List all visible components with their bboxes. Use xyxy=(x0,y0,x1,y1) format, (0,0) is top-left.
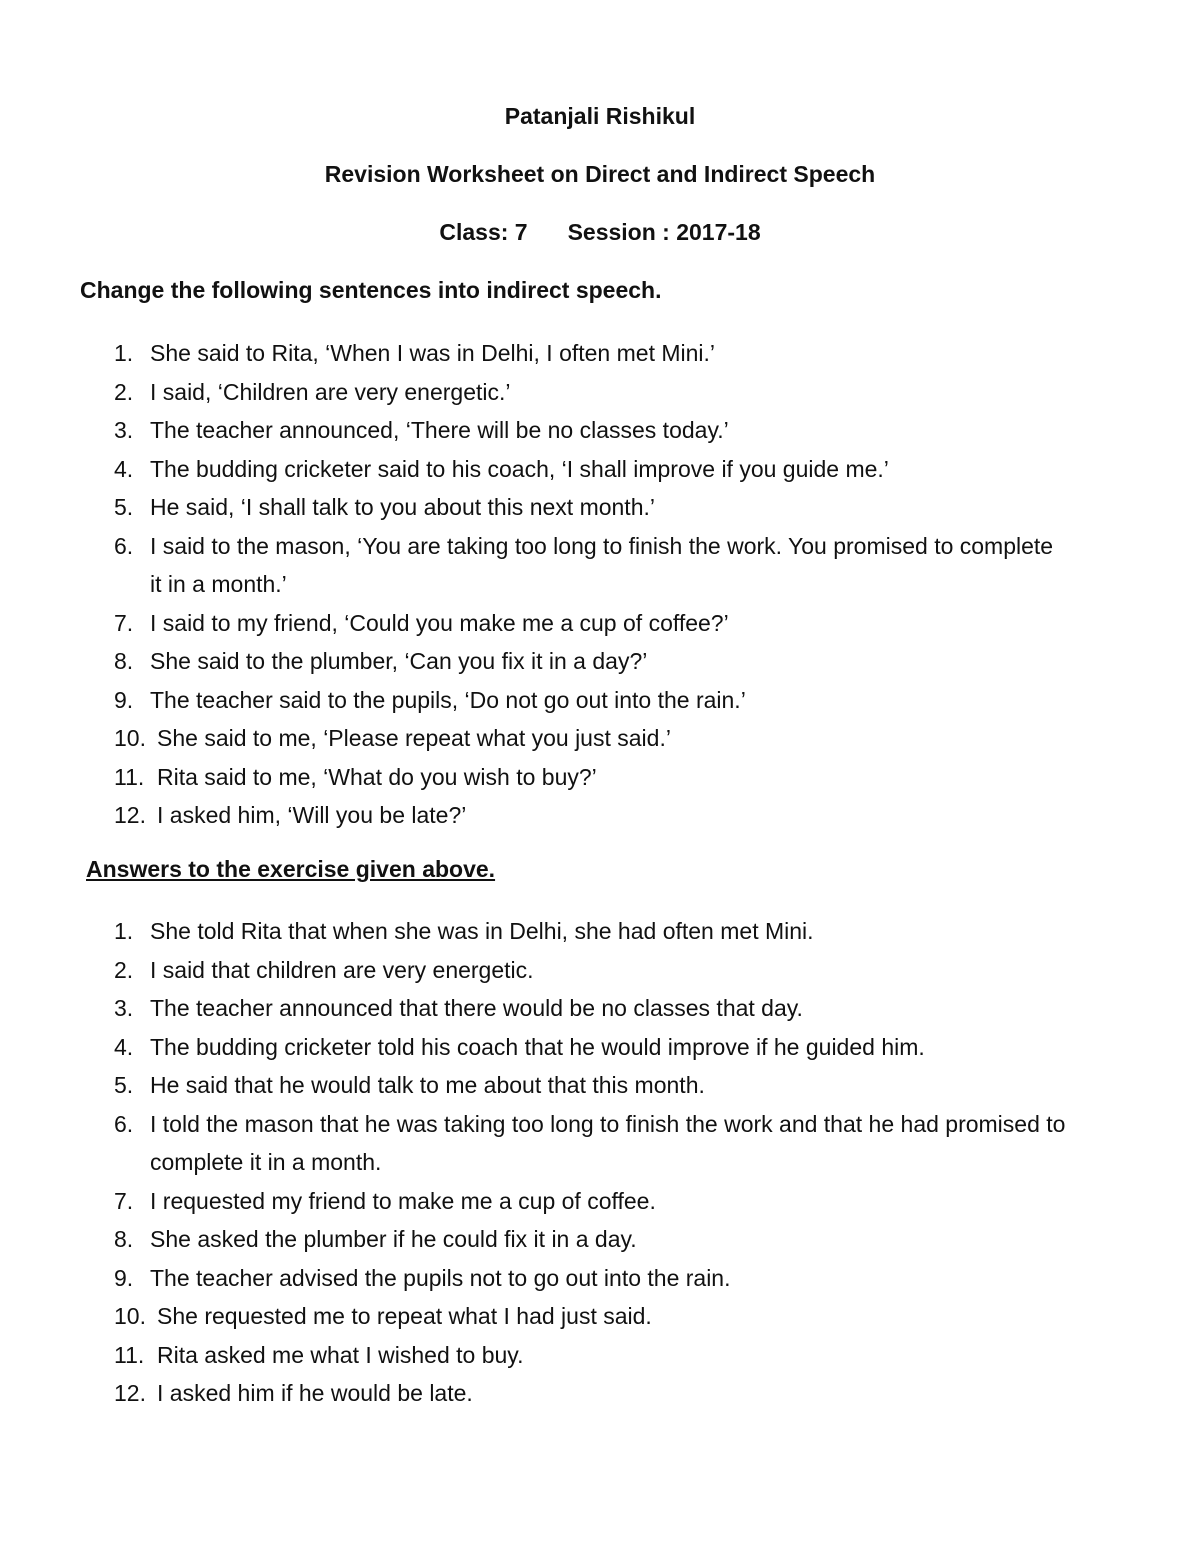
item-number: 12. xyxy=(114,802,146,828)
item-number: 1. xyxy=(114,918,134,944)
class-label: Class: 7 xyxy=(439,219,528,245)
item-text: I said to the mason, ‘You are taking too long to finish the work. You promised to complete it in a month.’ xyxy=(150,532,1054,597)
question-item xyxy=(0,450,1200,489)
question-item xyxy=(0,373,1200,412)
item-text: I said to my friend, ‘Could you make me a cup of coffee?’ xyxy=(150,609,729,636)
session-label: Session : 2017-18 xyxy=(567,219,761,245)
question-item xyxy=(0,411,1200,450)
item-text: I said that children are very energetic. xyxy=(150,956,534,983)
answers-list xyxy=(0,912,1200,1413)
item-number: 4. xyxy=(114,1033,134,1060)
item-text: Rita said to me, ‘What do you wish to buy?’ xyxy=(157,763,597,790)
school-name: Patanjali Rishikul xyxy=(504,103,696,129)
item-text: I requested my friend to make me a cup of coffee. xyxy=(150,1187,656,1214)
item-number: 11. xyxy=(114,763,145,790)
item-text: The teacher announced, ‘There will be no classes today.’ xyxy=(150,417,729,443)
answer-item xyxy=(0,1297,1200,1336)
item-text: I told the mason that he was taking too long to finish the work and that he had promised to complete it in a month. xyxy=(150,1110,1066,1175)
answer-item xyxy=(0,989,1200,1028)
answer-item xyxy=(0,1336,1200,1375)
item-text: The budding cricketer told his coach that he would improve if he guided him. xyxy=(150,1033,925,1060)
question-item xyxy=(0,334,1200,373)
item-number: 8. xyxy=(114,1226,134,1252)
answer-item xyxy=(0,1259,1200,1298)
item-number: 7. xyxy=(114,1187,134,1214)
item-text: She requested me to repeat what I had just said. xyxy=(157,1303,652,1329)
item-number: 5. xyxy=(114,1072,134,1098)
item-number: 1. xyxy=(114,340,134,366)
question-item xyxy=(0,527,1200,604)
item-text: He said, ‘I shall talk to you about this next month.’ xyxy=(150,494,655,520)
item-number: 10. xyxy=(114,1303,146,1329)
item-text: She said to the plumber, ‘Can you fix it in a day?’ xyxy=(150,648,648,674)
answer-item xyxy=(0,912,1200,951)
item-number: 3. xyxy=(114,995,134,1021)
item-number: 2. xyxy=(114,378,134,405)
item-number: 9. xyxy=(114,686,134,713)
item-text: She said to Rita, ‘When I was in Delhi, I often met Mini.’ xyxy=(150,340,716,366)
answer-item xyxy=(0,1105,1200,1182)
item-text: The teacher announced that there would be no classes that day. xyxy=(150,995,803,1021)
item-text: The teacher said to the pupils, ‘Do not go out into the rain.’ xyxy=(150,686,746,713)
item-text: I asked him, ‘Will you be late?’ xyxy=(157,802,467,828)
answer-item xyxy=(0,951,1200,990)
item-text: She asked the plumber if he could fix it in a day. xyxy=(150,1226,637,1252)
answers-heading: Answers to the exercise given above. xyxy=(86,856,496,882)
answer-item xyxy=(0,1182,1200,1221)
question-item xyxy=(0,719,1200,758)
answer-item xyxy=(0,1220,1200,1259)
questions-heading: Change the following sentences into indirect speech. xyxy=(80,277,662,303)
answer-item xyxy=(0,1028,1200,1067)
item-number: 8. xyxy=(114,648,134,674)
item-text: I said, ‘Children are very energetic.’ xyxy=(150,378,511,405)
item-text: She said to me, ‘Please repeat what you just said.’ xyxy=(157,725,671,751)
question-item xyxy=(0,488,1200,527)
item-number: 3. xyxy=(114,417,134,443)
item-number: 11. xyxy=(114,1341,145,1368)
item-number: 10. xyxy=(114,725,146,751)
item-number: 6. xyxy=(114,1110,134,1137)
question-item xyxy=(0,758,1200,797)
item-number: 6. xyxy=(114,532,134,559)
question-item xyxy=(0,681,1200,720)
item-number: 2. xyxy=(114,956,134,983)
question-item xyxy=(0,796,1200,835)
item-number: 9. xyxy=(114,1264,134,1291)
answer-item xyxy=(0,1374,1200,1413)
item-text: The teacher advised the pupils not to go out into the rain. xyxy=(150,1264,731,1291)
class-session-line xyxy=(0,218,1200,246)
item-text: She told Rita that when she was in Delhi, she had often met Mini. xyxy=(150,918,814,944)
item-text: The budding cricketer said to his coach, ‘I shall improve if you guide me.’ xyxy=(150,455,889,482)
questions-list xyxy=(0,334,1200,835)
question-item xyxy=(0,604,1200,643)
item-number: 4. xyxy=(114,455,134,482)
item-number: 7. xyxy=(114,609,134,636)
answer-item xyxy=(0,1066,1200,1105)
item-text: Rita asked me what I wished to buy. xyxy=(157,1341,524,1368)
question-item xyxy=(0,642,1200,681)
item-number: 5. xyxy=(114,494,134,520)
item-number: 12. xyxy=(114,1380,146,1406)
item-text: I asked him if he would be late. xyxy=(157,1380,473,1406)
worksheet-title: Revision Worksheet on Direct and Indirect Speech xyxy=(324,161,876,187)
item-text: He said that he would talk to me about that this month. xyxy=(150,1072,705,1098)
